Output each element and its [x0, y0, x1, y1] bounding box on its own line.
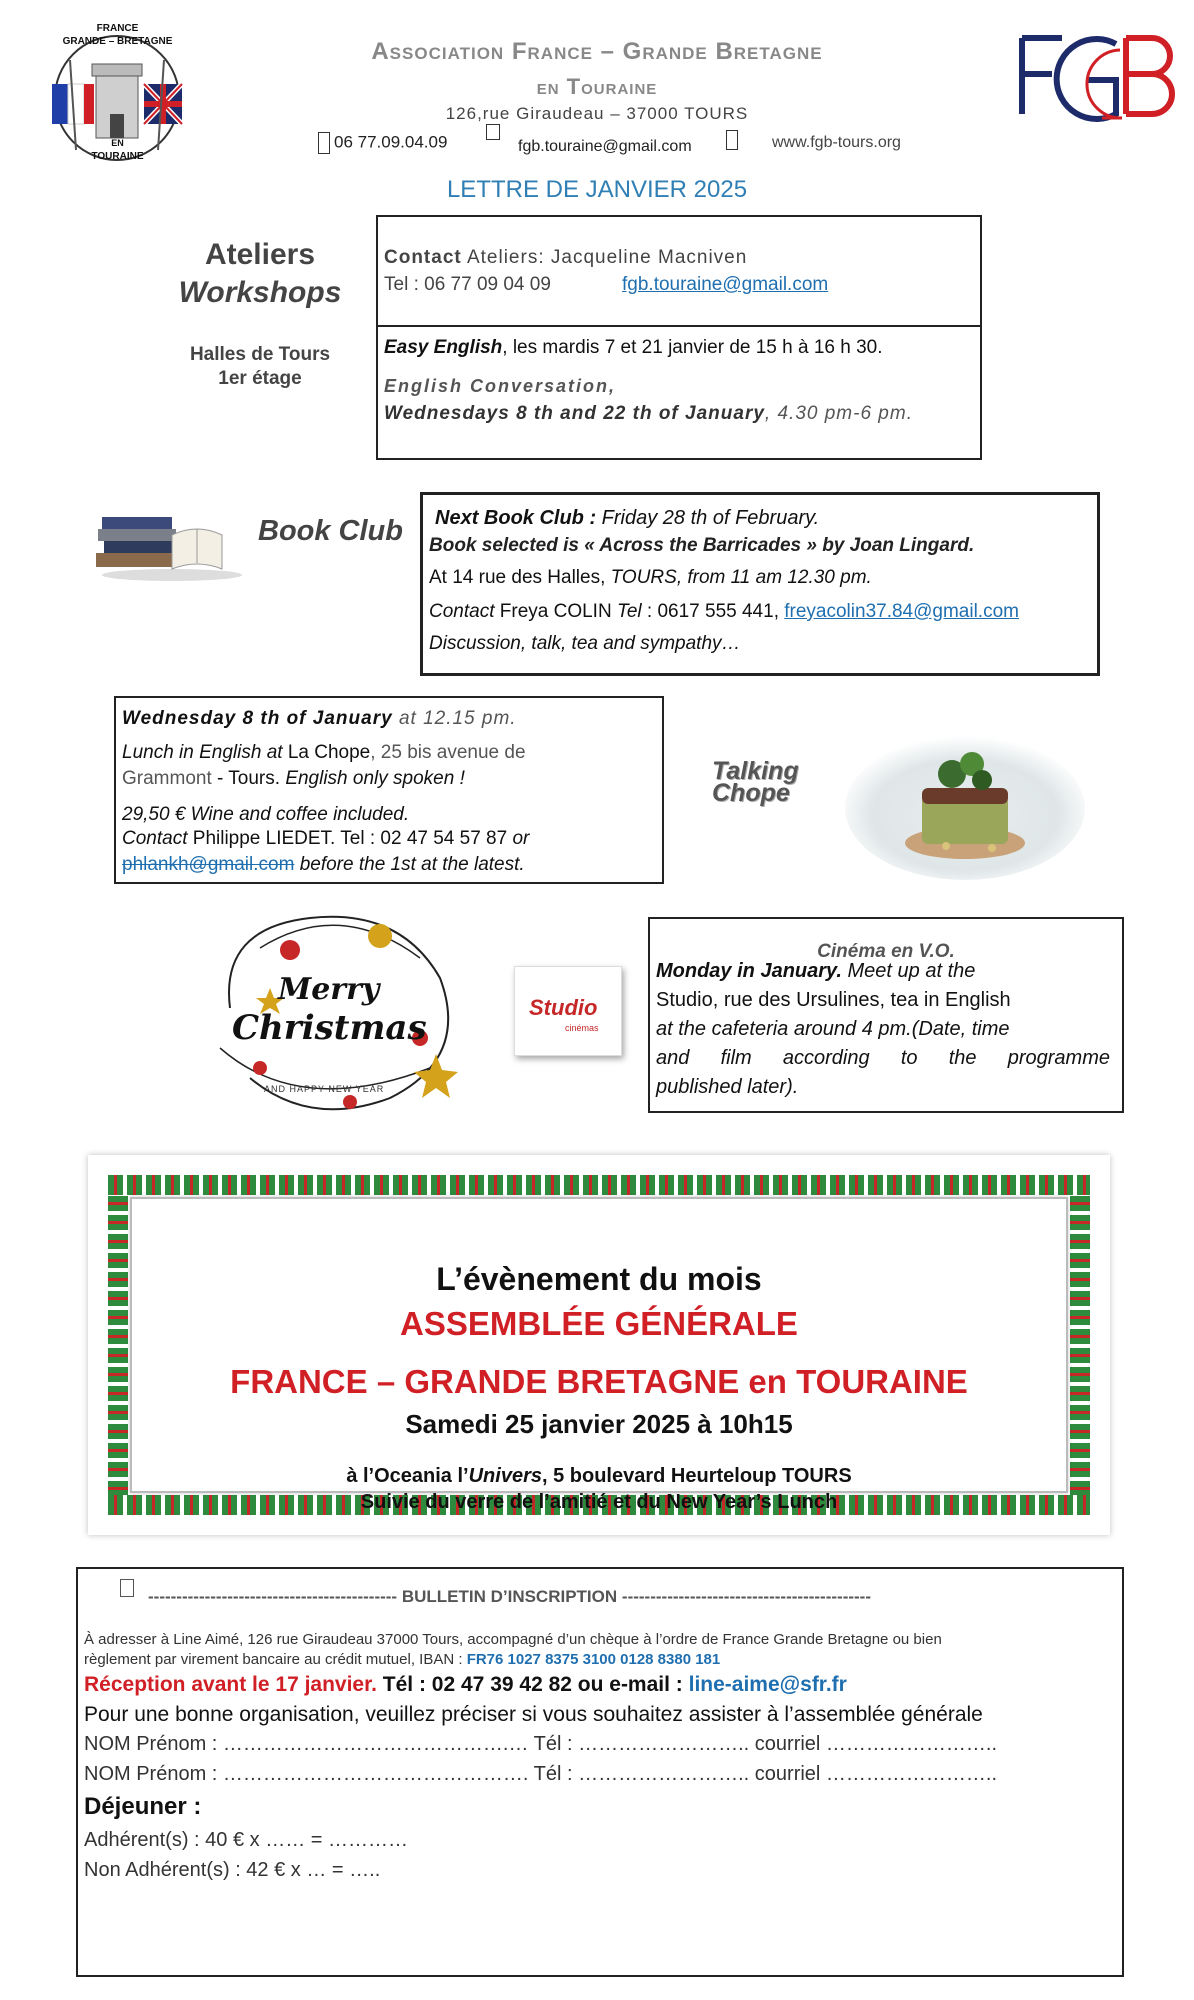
- event-heading: L’évènement du mois: [436, 1261, 762, 1297]
- cinema-line2: Studio, rue des Ursulines, tea in English: [656, 989, 1011, 1011]
- logo-text-france: FRANCE: [96, 23, 139, 34]
- ateliers-email-link[interactable]: fgb.touraine@gmail.com: [622, 274, 829, 295]
- conversation-schedule: Wednesdays 8 th and 22 th of January, 4.30 pm-6 pm.: [384, 403, 913, 424]
- form-organisation-line: Pour une bonne organisation, veuillez préciser si vous souhaitez assister à l’assemblée générale: [84, 1703, 983, 1726]
- web-icon: [726, 130, 738, 150]
- header-website[interactable]: www.fgb-tours.org: [772, 134, 901, 151]
- lunch-line2: Grammont - Tours. English only spoken !: [122, 768, 465, 789]
- form-title: BULLETIN D’INSCRIPTION: [401, 1587, 618, 1606]
- cinema-line3: at the cafeteria around 4 pm.(Date, time: [656, 1018, 1010, 1040]
- form-dejeuner: Déjeuner :: [84, 1793, 202, 1820]
- association-address: 126,rue Giraudeau – 37000 TOURS: [445, 104, 749, 123]
- header-email[interactable]: fgb.touraine@gmail.com: [518, 138, 692, 155]
- event-title: ASSEMBLÉE GÉNÉRALE: [400, 1305, 798, 1342]
- event-organisation: FRANCE – GRANDE BRETAGNE en TOURAINE: [230, 1363, 968, 1400]
- lunch-box: [114, 696, 664, 884]
- form-reception: Réception avant le 17 janvier. Tél : 02 47 39 42 82 ou e-mail : line-aime@sfr.fr: [84, 1673, 847, 1696]
- book-club-place: At 14 rue des Halles, TOURS, from 11 am 12.30 pm.: [429, 567, 872, 588]
- form-name-line-2[interactable]: NOM Prénom : ………………………………………. Tél : …………………….. courriel ……………………..: [84, 1763, 998, 1785]
- logo-text-touraine: TOURAINE: [91, 151, 144, 162]
- studio-logo: [514, 966, 622, 1056]
- event-box: [130, 1197, 1068, 1513]
- header-phone: 06 77.09.04.09: [318, 132, 447, 154]
- book-club-contact: Contact Freya COLIN Tel : 0617 555 441, freyacolin37.84@gmail.com: [429, 601, 1019, 622]
- form-address-line1: À adresser à Line Aimé, 126 rue Giraudeau 37000 Tours, accompagné d’un chèque à l’ordre de France Grande Bretagne ou bien: [84, 1631, 942, 1648]
- merry-text: Merry: [278, 972, 380, 1007]
- form-name-line-1[interactable]: NOM Prénom : …………………………………….… Tél : …………………….. courriel ……………………..: [84, 1733, 998, 1755]
- next-book-club: Next Book Club : Friday 28 th of February.: [435, 507, 820, 529]
- studio-logo-subtext: cinémas: [565, 1023, 599, 1033]
- books-image: [92, 505, 242, 585]
- easy-english: Easy English, les mardis 7 et 21 janvier de 15 h à 16 h 30.: [384, 337, 883, 358]
- fgb-logo-right: [1016, 30, 1176, 134]
- book-club-box: [420, 492, 1100, 676]
- lunch-price: 29,50 € Wine and coffee included.: [122, 804, 410, 825]
- event-date: Samedi 25 janvier 2025 à 10h15: [405, 1409, 793, 1439]
- event-place: à l’Oceania l’Univers, 5 boulevard Heurteloup TOURS: [346, 1465, 852, 1487]
- association-title-line2: en Touraine: [536, 74, 658, 99]
- cinema-line1: Monday in January. Meet up at the: [656, 960, 976, 982]
- book-club-discussion: Discussion, talk, tea and sympathy…: [429, 633, 741, 654]
- mail-icon: [486, 124, 500, 140]
- christmas-card: [200, 888, 470, 1136]
- christmas-text: Christmas: [232, 1008, 427, 1048]
- cinema-line5: published later).: [656, 1076, 799, 1098]
- lunch-line1: Lunch in English at La Chope, 25 bis avenue de: [122, 742, 526, 763]
- lunch-email-link[interactable]: phlankh@gmail.com: [122, 854, 295, 875]
- ateliers-box: [376, 215, 982, 460]
- ateliers-place-line1: Halles de Tours: [189, 344, 331, 365]
- form-address-line2: règlement par virement bancaire au crédit mutuel, IBAN : FR76 1027 8375 3100 0128 8380 181: [84, 1651, 721, 1668]
- event-holly-frame: [88, 1155, 1110, 1535]
- lunch-contact: Contact Philippe LIEDET. Tel : 02 47 54 57 87 or: [122, 828, 530, 849]
- ateliers-contact: Contact Ateliers: Jacqueline Macniven: [384, 247, 748, 268]
- form-non-adherent-line[interactable]: Non Adhérent(s) : 42 € x … = …..: [84, 1859, 381, 1881]
- book-club-email-link[interactable]: freyacolin37.84@gmail.com: [784, 601, 1019, 622]
- cinema-title: Cinéma en V.O.: [817, 941, 955, 962]
- book-selected: Book selected is « Across the Barricades » by Joan Lingard.: [429, 535, 975, 556]
- lunch-email-line: phlankh@gmail.com before the 1st at the latest.: [122, 854, 525, 875]
- dish-photo: [842, 728, 1088, 883]
- talking-chope-title: Talking Chope: [712, 757, 799, 807]
- english-conversation: English Conversation,: [384, 376, 617, 396]
- cinema-box: [648, 917, 1124, 1113]
- cinema-line4: and film according to the programme: [656, 1047, 1110, 1069]
- workshops-subtitle: Workshops: [178, 276, 342, 309]
- ateliers-place-line2: 1er étage: [218, 368, 302, 389]
- studio-logo-text: Studio: [529, 995, 598, 1020]
- event-followed-by: Suivie du verre de l’amitié et du New Year’s Lunch: [360, 1491, 838, 1513]
- letter-title: LETTRE DE JANVIER 2025: [446, 176, 748, 203]
- logo-text-grande-bretagne: GRANDE – BRETAGNE: [62, 36, 173, 47]
- ateliers-tel: Tel : 06 77 09 04 09: [384, 274, 551, 295]
- form-iban: FR76 1027 8375 3100 0128 8380 181: [466, 1651, 721, 1668]
- lunch-date: Wednesday 8 th of January at 12.15 pm.: [122, 708, 517, 729]
- form-email[interactable]: line-aime@sfr.fr: [688, 1673, 847, 1696]
- form-title-row: -------------------------------------------- BULLETIN D’INSCRIPTION --------------------------------------------: [148, 1587, 871, 1606]
- phone-icon: [318, 132, 330, 154]
- book-club-title: Book Club: [258, 515, 403, 547]
- happy-new-year-text: AND HAPPY NEW YEAR: [264, 1084, 385, 1094]
- form-adherent-line[interactable]: Adhérent(s) : 40 € x …… = …………: [84, 1829, 408, 1851]
- association-title: Association France – Grande Bretagne: [371, 38, 823, 65]
- logo-text-en: EN: [111, 138, 124, 148]
- ateliers-title: Ateliers: [204, 238, 316, 271]
- form-checkbox-icon: [120, 1579, 134, 1597]
- registration-form: [76, 1567, 1124, 1977]
